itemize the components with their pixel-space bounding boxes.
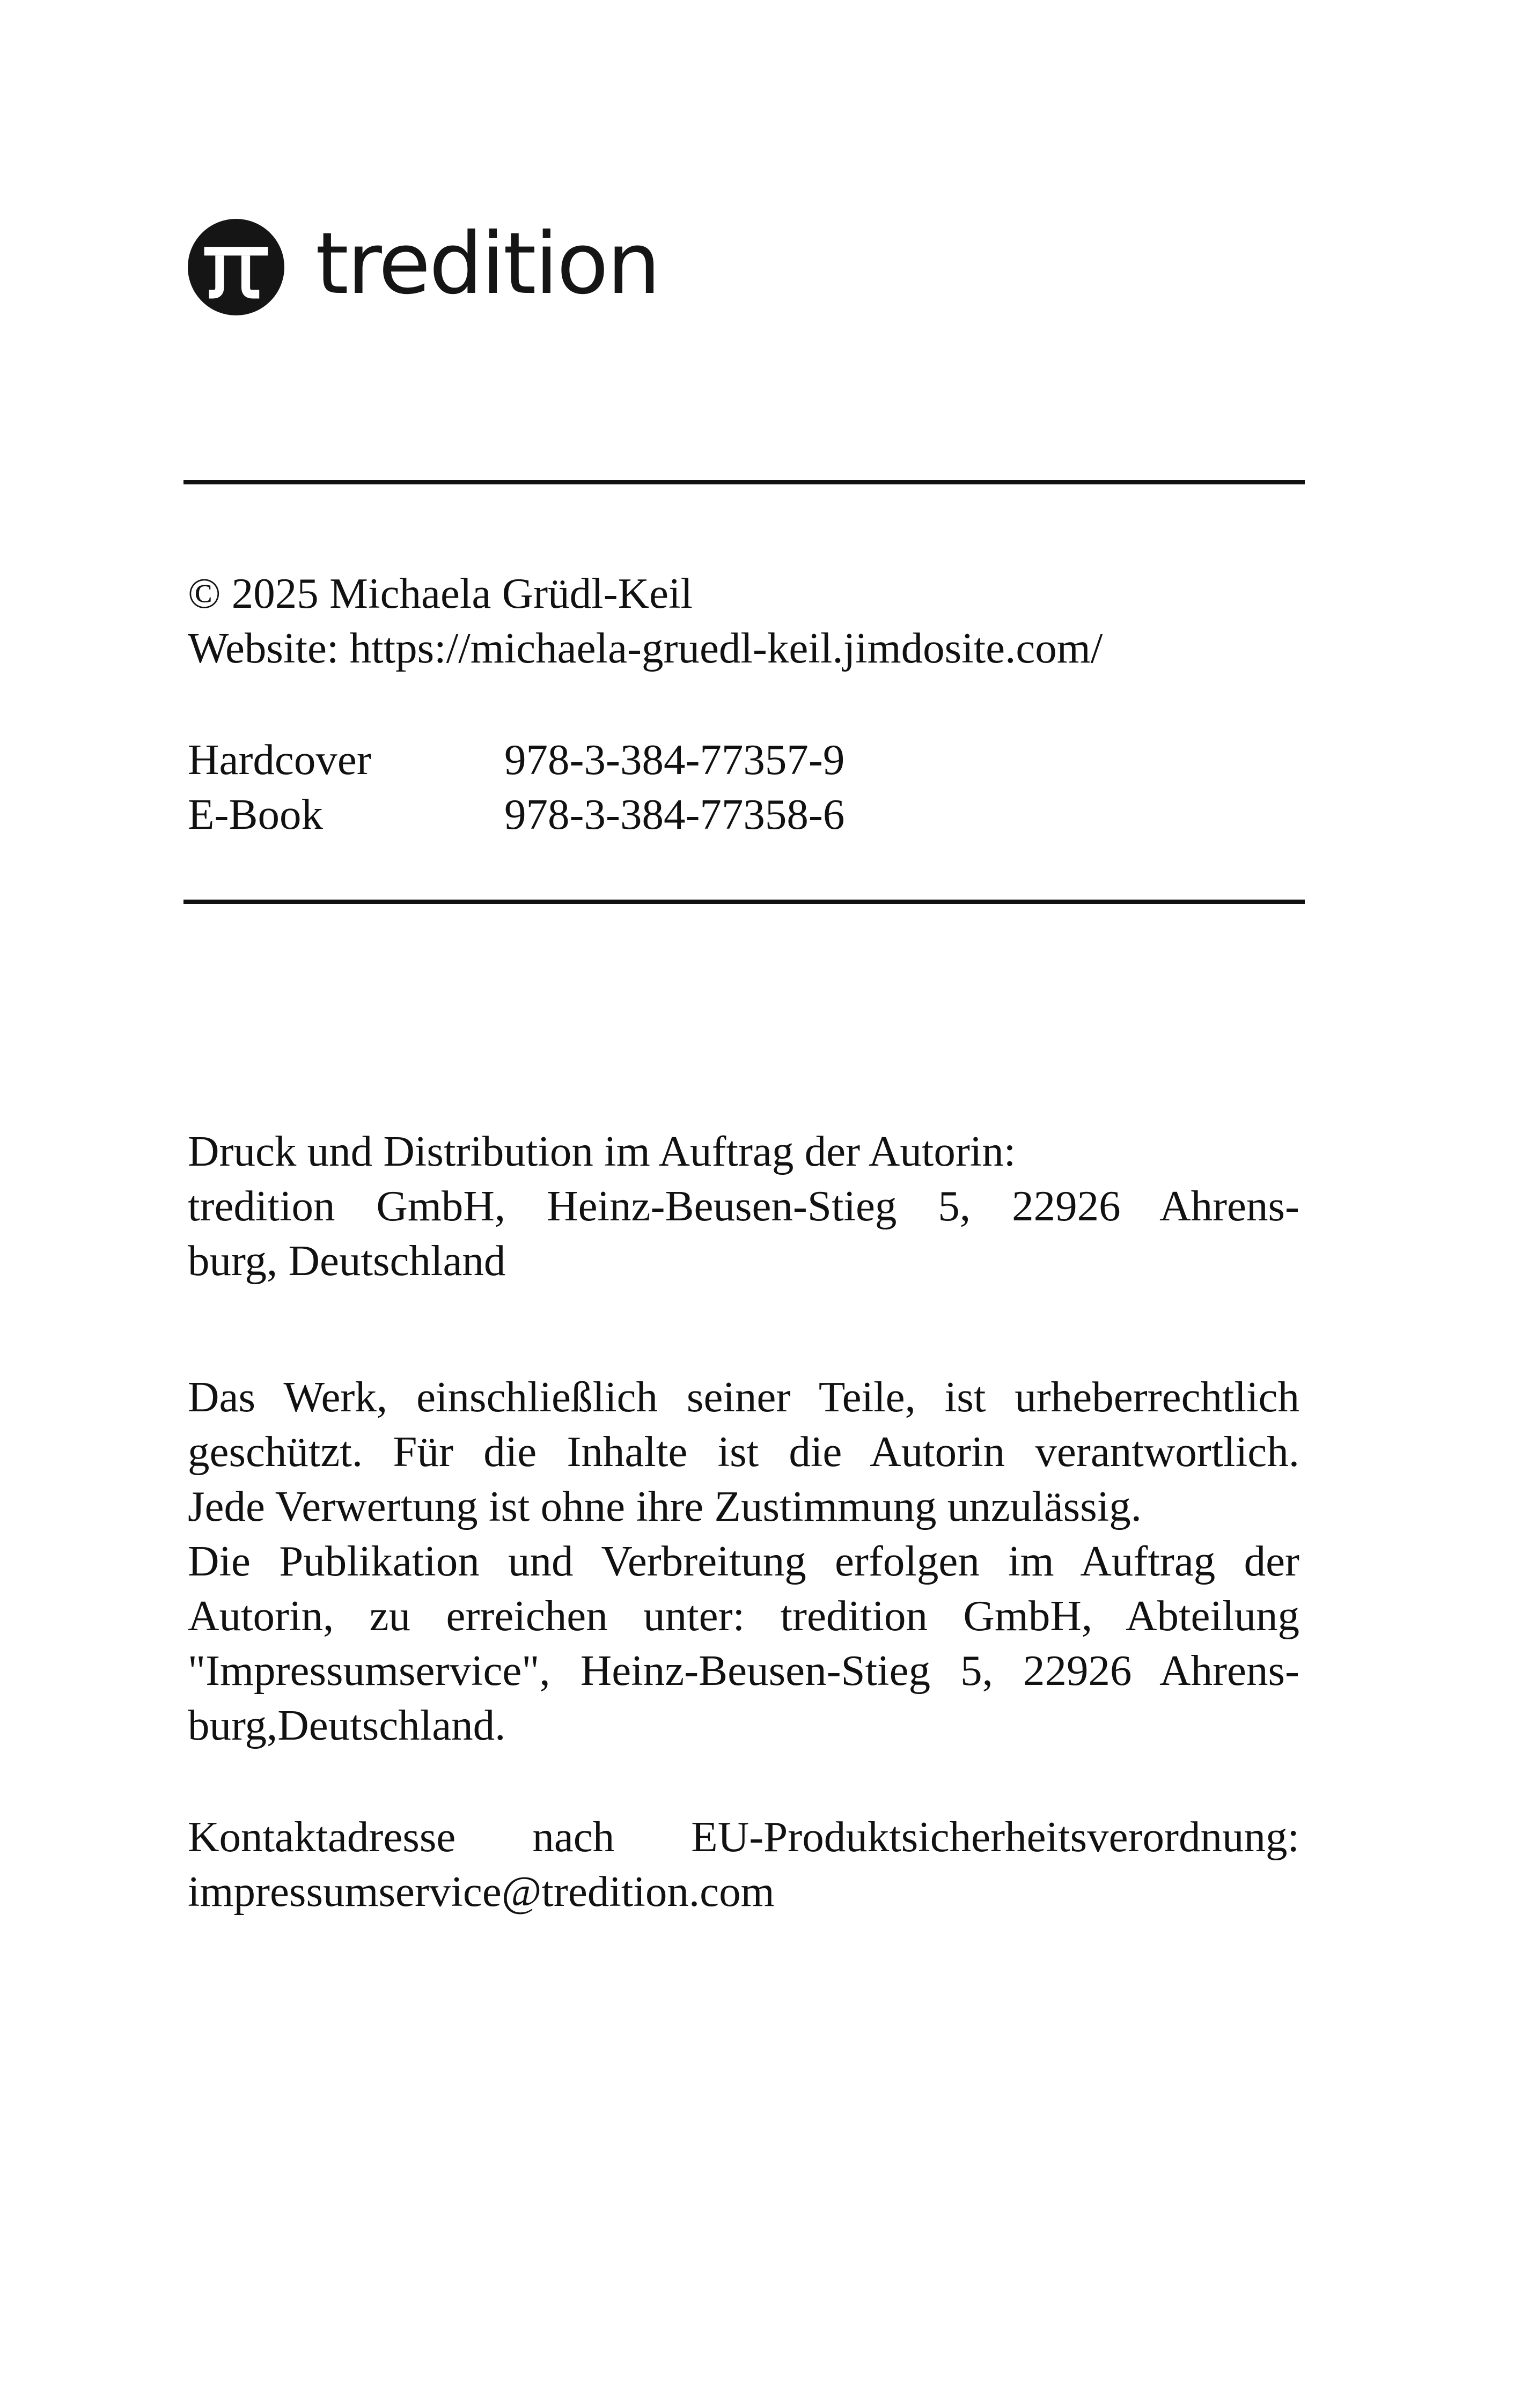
publisher-logo bbox=[188, 214, 659, 316]
copyright-block bbox=[188, 566, 1299, 675]
isbn-row-ebook bbox=[188, 787, 1299, 842]
bottom-divider bbox=[183, 900, 1305, 904]
contact-email: impressumservice@tredition.com bbox=[188, 1867, 775, 1916]
author-website: Website: https://michaela-gruedl-keil.jimdosite.com/ bbox=[188, 624, 1103, 672]
print-line: Druck und Distribution im Auftrag der Autorin: bbox=[188, 1127, 1016, 1175]
isbn-format-label: E-Book bbox=[188, 790, 323, 838]
legal-line: Jede Verwertung ist ohne ihre Zustimmung unzulässig. bbox=[188, 1482, 1142, 1530]
contact-block bbox=[188, 1809, 1299, 1919]
print-line: tredition GmbH, Heinz-Beusen-Stieg 5, 22926 Ahrens- bbox=[188, 1182, 1299, 1230]
legal-line: geschützt. Für die Inhalte ist die Autorin verantwortlich. bbox=[188, 1427, 1299, 1476]
isbn-number: 978-3-384-77357-9 bbox=[504, 735, 845, 784]
tredition-logo-icon bbox=[188, 219, 284, 315]
print-distribution-block bbox=[188, 1124, 1299, 1288]
legal-line: "Impressumservice", Heinz-Beusen-Stieg 5, 22926 Ahrens- bbox=[188, 1646, 1299, 1695]
legal-line: Das Werk, einschließlich seiner Teile, ist urheberrechtlich bbox=[188, 1373, 1299, 1421]
isbn-number: 978-3-384-77358-6 bbox=[504, 790, 845, 838]
print-line: burg, Deutschland bbox=[188, 1236, 506, 1285]
isbn-row-hardcover bbox=[188, 732, 1299, 787]
isbn-table bbox=[188, 732, 1299, 842]
legal-line: Autorin, zu erreichen unter: tredition GmbH, Abteilung bbox=[188, 1592, 1299, 1640]
copyright-line: © 2025 Michaela Grüdl-Keil bbox=[188, 569, 693, 617]
isbn-format-label: Hardcover bbox=[188, 735, 371, 784]
contact-line: Kontaktadresse nach EU-Produktsicherheitsverordnung: bbox=[188, 1813, 1299, 1861]
top-divider bbox=[183, 480, 1305, 484]
legal-line: burg,Deutschland. bbox=[188, 1701, 506, 1749]
publisher-wordmark: tredition bbox=[315, 214, 659, 313]
legal-notice-block bbox=[188, 1369, 1299, 1752]
legal-line: Die Publikation und Verbreitung erfolgen im Auftrag der bbox=[188, 1537, 1299, 1585]
